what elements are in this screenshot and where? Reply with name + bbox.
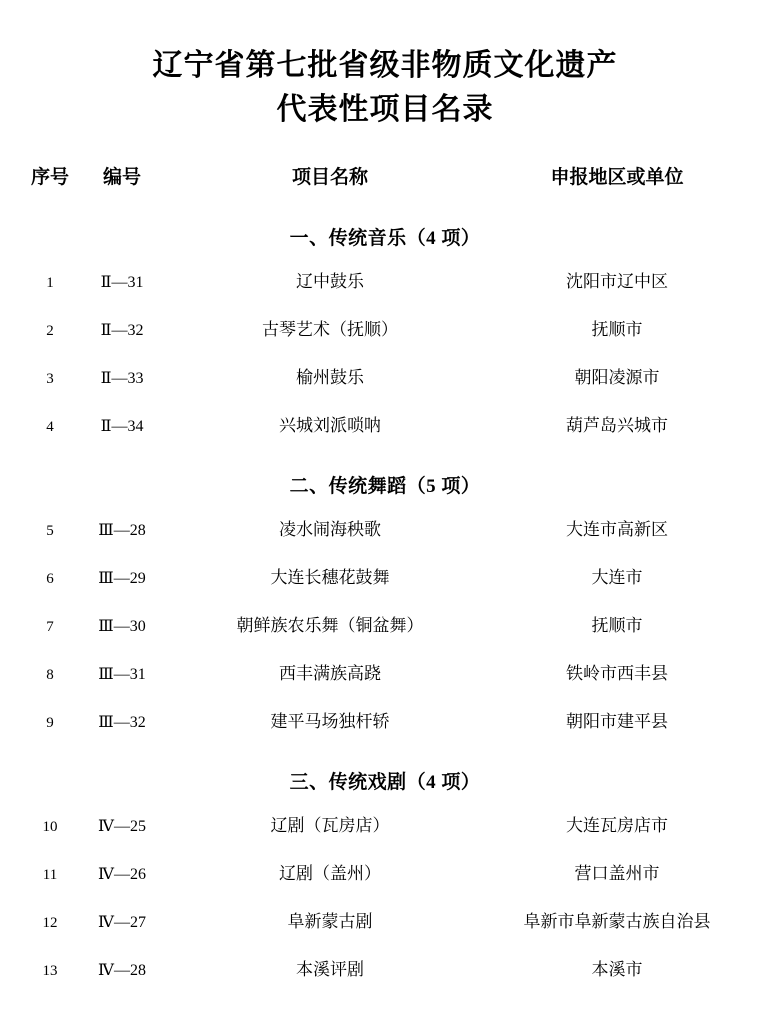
row-name: 阜新蒙古剧 xyxy=(287,912,373,931)
row-code: Ⅲ—31 xyxy=(98,666,146,683)
row-region: 本溪市 xyxy=(591,960,643,979)
column-header-region: 申报地区或单位 xyxy=(550,167,684,188)
row-name: 建平马场独杆轿 xyxy=(270,712,390,731)
table-row xyxy=(20,864,750,885)
row-seq: 12 xyxy=(42,915,58,931)
row-region: 铁岭市西丰县 xyxy=(566,664,668,683)
row-seq: 11 xyxy=(42,867,58,883)
row-code: Ⅳ—27 xyxy=(98,914,146,931)
column-header-code: 编号 xyxy=(102,167,141,188)
row-seq: 9 xyxy=(46,715,54,731)
section xyxy=(20,471,750,733)
table-row xyxy=(20,616,750,637)
row-code: Ⅱ—34 xyxy=(100,418,144,435)
row-region: 营口盖州市 xyxy=(574,864,660,883)
row-region: 大连瓦房店市 xyxy=(566,816,668,835)
row-seq: 3 xyxy=(46,371,54,387)
row-name: 榆州鼓乐 xyxy=(296,368,364,387)
row-name: 大连长穗花鼓舞 xyxy=(270,568,390,587)
table-row xyxy=(20,416,750,437)
row-region: 大连市 xyxy=(591,568,643,587)
row-name: 兴城刘派唢呐 xyxy=(279,416,381,435)
row-seq: 5 xyxy=(46,523,54,539)
row-region: 葫芦岛兴城市 xyxy=(566,416,668,435)
table-row xyxy=(20,960,750,981)
column-header-name: 项目名称 xyxy=(291,167,368,188)
table-row xyxy=(20,320,750,341)
row-code: Ⅱ—33 xyxy=(100,370,144,387)
row-code: Ⅲ—32 xyxy=(98,714,146,731)
row-code: Ⅲ—30 xyxy=(98,618,146,635)
table-header xyxy=(20,162,750,189)
row-code: Ⅲ—29 xyxy=(98,570,146,587)
table-row xyxy=(20,520,750,541)
section xyxy=(20,767,750,981)
row-code: Ⅱ—31 xyxy=(100,274,144,291)
row-region: 大连市高新区 xyxy=(566,520,668,539)
page-title-line-2: 代表性项目名录 xyxy=(276,93,494,126)
row-region: 沈阳市辽中区 xyxy=(566,272,668,291)
row-region: 抚顺市 xyxy=(591,320,643,339)
section-heading: 三、传统戏剧（4 项） xyxy=(289,772,481,793)
row-code: Ⅳ—25 xyxy=(98,818,146,835)
page-title-line-1: 辽宁省第七批省级非物质文化遗产 xyxy=(152,49,618,82)
row-name: 本溪评剧 xyxy=(296,960,364,979)
row-code: Ⅳ—28 xyxy=(98,962,146,979)
section-heading: 二、传统舞蹈（5 项） xyxy=(289,476,481,497)
table-row xyxy=(20,568,750,589)
page-title xyxy=(20,44,750,132)
row-code: Ⅱ—32 xyxy=(100,322,144,339)
row-region: 朝阳凌源市 xyxy=(574,368,660,387)
row-seq: 7 xyxy=(46,619,54,635)
row-name: 古琴艺术（抚顺） xyxy=(262,320,398,339)
row-seq: 2 xyxy=(46,323,54,339)
section-heading: 一、传统音乐（4 项） xyxy=(289,228,481,249)
row-name: 辽中鼓乐 xyxy=(296,272,364,291)
table-row xyxy=(20,272,750,293)
row-code: Ⅲ—28 xyxy=(98,522,146,539)
row-seq: 10 xyxy=(42,819,58,835)
table-row xyxy=(20,664,750,685)
row-name: 辽剧（盖州） xyxy=(279,864,381,883)
table-row xyxy=(20,712,750,733)
row-name: 辽剧（瓦房店） xyxy=(270,816,390,835)
sections-container xyxy=(20,223,750,981)
row-seq: 8 xyxy=(46,667,54,683)
row-name: 朝鲜族农乐舞（铜盆舞） xyxy=(236,616,424,635)
table-row xyxy=(20,816,750,837)
table-row xyxy=(20,368,750,389)
row-seq: 1 xyxy=(46,275,54,291)
row-name: 凌水闹海秧歌 xyxy=(279,520,381,539)
row-region: 朝阳市建平县 xyxy=(566,712,668,731)
row-code: Ⅳ—26 xyxy=(98,866,146,883)
table-row xyxy=(20,912,750,933)
row-seq: 4 xyxy=(46,419,54,435)
section xyxy=(20,223,750,437)
row-region: 抚顺市 xyxy=(591,616,643,635)
row-name: 西丰满族高跷 xyxy=(279,664,381,683)
column-header-seq: 序号 xyxy=(30,167,69,188)
row-seq: 13 xyxy=(42,963,58,979)
row-region: 阜新市阜新蒙古族自治县 xyxy=(523,912,711,931)
row-seq: 6 xyxy=(46,571,54,587)
